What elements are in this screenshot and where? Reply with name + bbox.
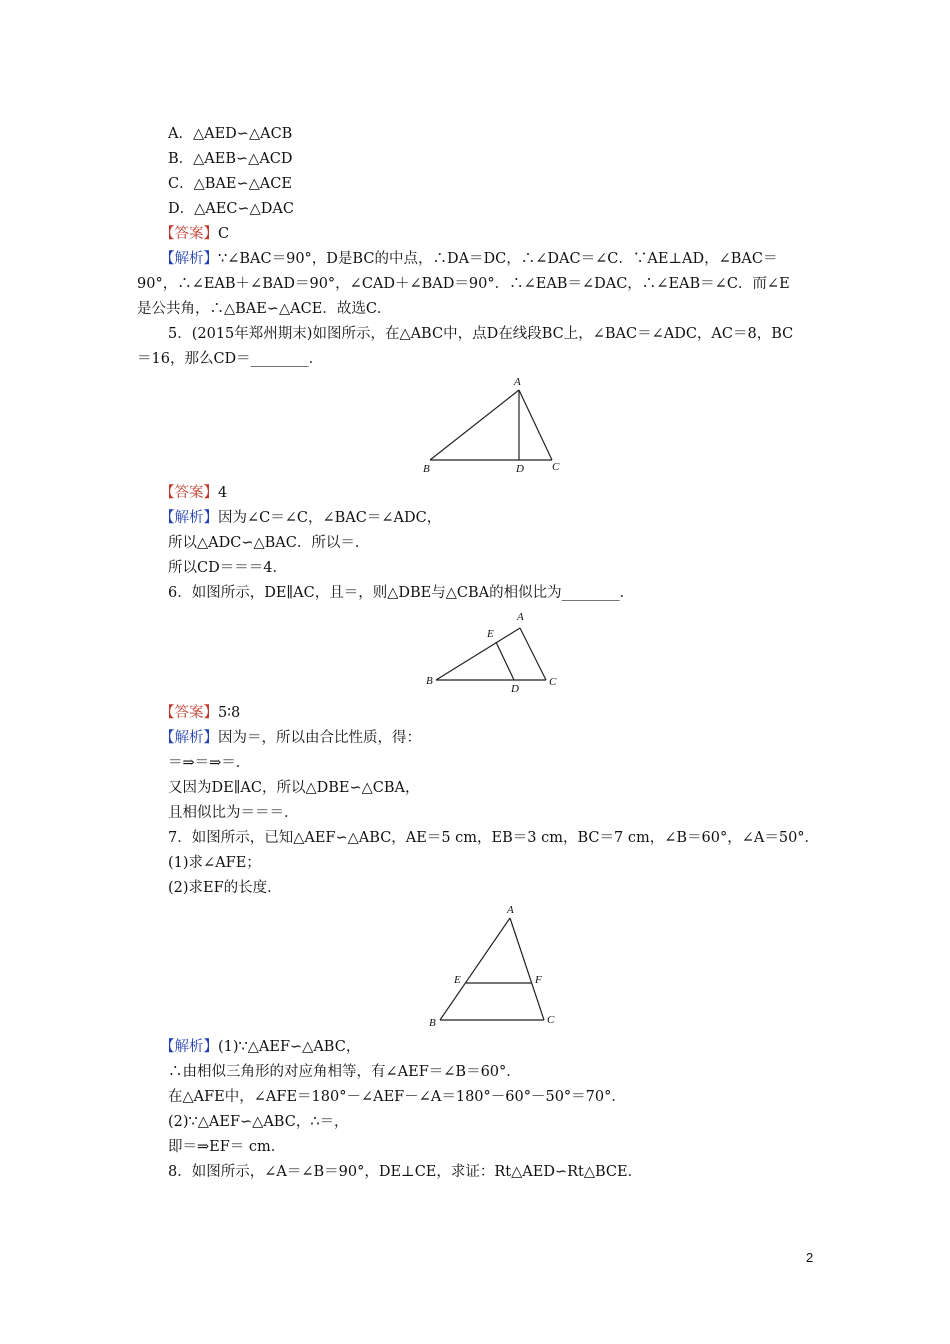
q4-answer-value: C [218, 226, 230, 242]
q6-label-b: B [426, 675, 433, 687]
q6-label-c: C [549, 676, 557, 688]
q6-side-ac [520, 628, 546, 680]
q7-analysis-line-1 [160, 1037, 360, 1057]
q5-analysis-line-3: 所以CD＝＝＝4． [168, 560, 287, 576]
q6-label-d: D [511, 683, 519, 695]
q4-analysis-line-3: 是公共角，∴△BAE∽△ACE．故选C． [137, 301, 392, 317]
q4-option-d: D．△AEC∽△DAC [168, 201, 294, 217]
q5-analysis-line-2: 所以△ADC∽△BAC．所以＝． [168, 535, 370, 551]
q4-analysis-line-2: 90°，∴∠EAB＋∠BAD＝90°，∠CAD＋∠BAD＝90°．∴∠EAB＝∠DAC，∴∠EAB＝∠C．而∠E [137, 276, 790, 292]
q5-label-c: C [552, 461, 560, 473]
q5-triangle-figure [418, 372, 568, 476]
q7-analysis-line-4: (2)∵△AEF∽△ABC，∴＝， [168, 1114, 349, 1130]
q7-label-a: A [507, 904, 514, 916]
q6-analysis-line-4: 且相似比为＝＝＝． [168, 805, 299, 821]
q4-answer [160, 224, 229, 244]
q7-label-f: F [535, 974, 542, 986]
q6-triangle-figure [418, 608, 568, 696]
q6-label-a: A [517, 611, 524, 623]
answer-tag: 【答案】 [160, 226, 218, 242]
q7-stem: 7．如图所示，已知△AEF∽△ABC，AE＝5 cm，EB＝3 cm，BC＝7 cm，∠B＝60°，∠A＝50°． [168, 830, 820, 846]
q6-label-e: E [487, 628, 494, 640]
q7-side-ac [510, 918, 544, 1020]
q5-side-ab [430, 390, 519, 460]
q6-analysis-line-2: ＝⇒＝⇒＝． [168, 755, 251, 771]
answer-tag: 【答案】 [160, 485, 218, 501]
q7-analysis-line-2: ∴由相似三角形的对应角相等，有∠AEF＝∠B＝60°． [168, 1064, 521, 1080]
analysis-tag: 【解析】 [160, 730, 218, 746]
q5-label-d: D [516, 463, 524, 475]
q5-analysis-text-1: 因为∠C＝∠C，∠BAC＝∠ADC， [218, 510, 442, 526]
q5-label-b: B [423, 463, 430, 475]
q4-analysis-line-1 [160, 249, 778, 269]
q5-stem-line-1: 5．(2015年郑州期末)如图所示，在△ABC中，点D在线段BC上，∠BAC＝∠ADC，AC＝8，BC [168, 326, 794, 342]
q5-answer [160, 483, 227, 503]
q6-analysis-line-1 [160, 728, 421, 748]
q5-side-ac [519, 390, 552, 460]
answer-tag: 【答案】 [160, 705, 218, 721]
q7-part-2: (2)求EF的长度． [168, 880, 282, 896]
q4-option-b: B．△AEB∽△ACD [168, 151, 293, 167]
q5-answer-value: 4 [218, 485, 228, 501]
q7-analysis-line-5: 即＝⇒EF＝ cm． [168, 1139, 286, 1155]
q4-option-c: C．△BAE∽△ACE [168, 176, 292, 192]
q6-segment-de [496, 642, 514, 680]
q6-answer-value: 5∶8 [218, 705, 241, 721]
q4-option-a: A．△AED∽△ACB [168, 126, 293, 142]
analysis-tag: 【解析】 [160, 251, 218, 267]
q7-side-ab [440, 918, 510, 1020]
q7-part-1: (1)求∠AFE； [168, 855, 261, 871]
analysis-tag: 【解析】 [160, 510, 218, 526]
q5-stem-line-2: ＝16，那么CD＝________． [137, 351, 324, 367]
q7-label-e: E [454, 974, 461, 986]
q6-side-ba [436, 628, 520, 680]
q6-analysis-text-1: 因为＝，所以由合比性质，得： [218, 730, 421, 746]
q7-analysis-line-3: 在△AFE中，∠AFE＝180°－∠AEF－∠A＝180°－60°－50°＝70°． [168, 1089, 626, 1105]
q7-analysis-text-1: (1)∵△AEF∽△ABC， [218, 1039, 361, 1055]
q6-analysis-line-3: 又因为DE∥AC，所以△DBE∽△CBA， [168, 780, 420, 796]
analysis-tag: 【解析】 [160, 1039, 218, 1055]
q6-answer [160, 703, 240, 723]
q5-analysis-line-1 [160, 508, 441, 528]
q7-label-b: B [429, 1017, 436, 1029]
q4-analysis-text-1: ∵∠BAC＝90°，D是BC的中点，∴DA＝DC，∴∠DAC＝∠C．∵AE⊥AD，∠BAC＝ [218, 251, 778, 267]
q6-stem: 6．如图所示，DE∥AC，且＝，则△DBE与△CBA的相似比为________． [168, 585, 635, 601]
q7-label-c: C [547, 1014, 555, 1026]
q7-triangle-figure [420, 900, 570, 1032]
page-number: 2 [806, 1250, 814, 1265]
q8-stem: 8．如图所示，∠A＝∠B＝90°，DE⊥CE，求证：Rt△AED∽Rt△BCE． [168, 1164, 643, 1180]
q5-label-a: A [514, 376, 521, 388]
